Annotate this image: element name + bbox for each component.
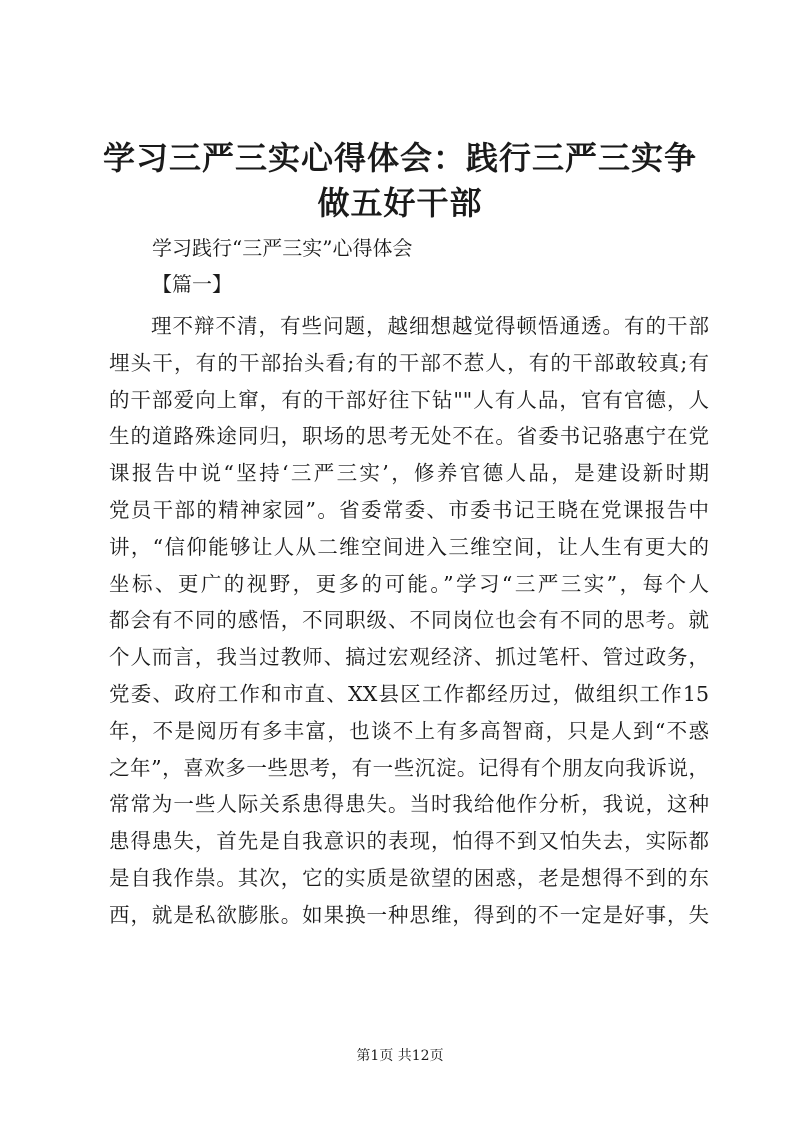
body-line: 党委、政府工作和市直、XX县区工作都经历过，做组织工作15 [109,681,709,706]
body-line: 是自我作祟。其次，它的实质是欲望的困惑，老是想得不到的东 [109,865,709,890]
body-line: 党员干部的精神家园”。省委常委、市委书记王晓在党课报告中 [109,497,709,522]
body-line: 的干部爱向上窜，有的干部好往下钻""人有人品，官有官德，人 [109,387,709,412]
body-line: 坐标、更广的视野，更多的可能。”学习“三严三实”，每个人 [109,571,709,596]
body-line: 患得患失，首先是自我意识的表现，怕得不到又怕失去，实际都 [109,829,709,854]
body-line: 个人而言，我当过教师、搞过宏观经济、抓过笔杆、管过政务， [109,645,709,670]
page-footer: 第1页 共12页 [356,1048,444,1064]
body-line: 都会有不同的感悟，不同职级、不同岗位也会有不同的思考。就 [109,608,709,633]
body-line: 西，就是私欲膨胀。如果换一种思维，得到的不一定是好事，失 [109,902,709,927]
body-line: 埋头干，有的干部抬头看;有的干部不惹人，有的干部敢较真;有 [109,350,709,375]
section-label: 【篇一】 [152,272,232,296]
body-line: 常常为一些人际关系患得患失。当时我给他作分析，我说，这种 [109,792,709,817]
body-line: 年，不是阅历有多丰富，也谈不上有多高智商，只是人到“不惑 [109,718,709,743]
document-subtitle: 学习践行“三严三实”心得体会 [152,236,413,260]
document-title: 学习三严三实心得体会：践行三严三实争做五好干部 [102,139,697,222]
body-line: 生的道路殊途同归，职场的思考无处不在。省委书记骆惠宁在党 [109,424,709,449]
body-paragraph [109,308,709,934]
body-line: 讲，“信仰能够让人从二维空间进入三维空间，让人生有更大的 [109,534,709,559]
body-line: 理不辩不清，有些问题，越细想越觉得顿悟通透。有的干部 [151,314,709,338]
body-line: 课报告中说“坚持‘三严三实’，修养官德人品，是建设新时期 [109,461,709,486]
body-line: 之年”，喜欢多一些思考，有一些沉淀。记得有个朋友向我诉说， [109,755,709,780]
